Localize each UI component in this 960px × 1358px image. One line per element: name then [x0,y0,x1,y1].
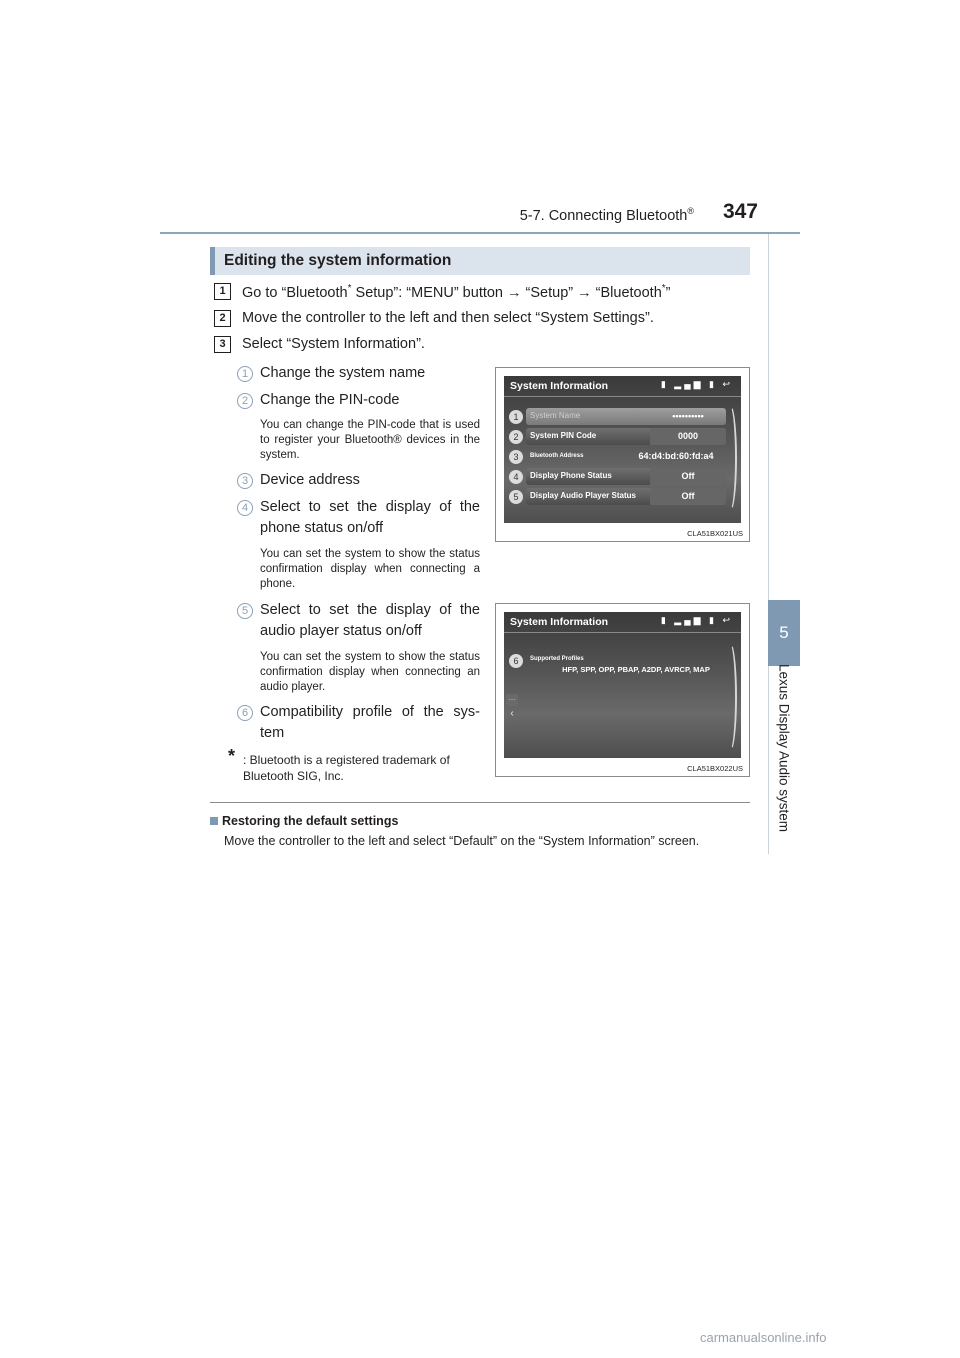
pin-code-value: 0000 [650,428,726,445]
audio-player-status-label: Display Audio Player Status [530,491,636,500]
step-text: Move the controller to the left and then select “System Settings”. [242,310,654,326]
item-number: 3 [237,473,253,489]
step-text: Go to “Bluetooth* Setup”: “MENU” button → “Setup” → “Bluetooth*” [242,283,671,301]
item-title: Select to set the display of the audio player status on/off [260,602,480,639]
screen-divider [504,632,741,633]
callout-marker: 5 [509,490,523,504]
screenshot-system-information [495,367,750,542]
callout-marker: 2 [509,430,523,444]
screen-title: System Information [510,616,609,628]
item-note: You can set the system to show the status confirmation display when connecting a phone. [260,548,480,590]
supported-profiles-value: HFP, SPP, OPP, PBAP, A2DP, AVRCP, MAP [562,665,710,674]
supported-profiles-label: Supported Profiles [530,656,584,662]
header-divider [160,232,800,234]
item-number: 6 [237,705,253,721]
screen-display [504,376,741,523]
audio-player-status-toggle[interactable] [526,488,726,505]
callout-marker: 4 [509,470,523,484]
phone-status-toggle[interactable] [526,468,726,485]
figure-code: CLA51BX021US [687,529,743,538]
footnote-mark: * [228,746,236,766]
screen-title: System Information [510,380,609,392]
step-text: Select “System Information”. [242,336,425,352]
item-number: 5 [237,603,253,619]
screen-divider [504,396,741,397]
scrollbar[interactable] [723,642,737,752]
device-address-value: 64:d4:bd:60:fd:a4 [638,451,714,461]
audio-player-status-value: Off [650,488,726,505]
section-divider [210,802,750,803]
restore-heading: Restoring the default settings [210,814,398,828]
system-name-label: System Name [530,411,581,420]
device-address-row [526,448,726,465]
item-number: 2 [237,393,253,409]
page-header [160,198,800,234]
scrollbar[interactable] [723,404,737,512]
item-title: Device address [260,472,360,488]
item-number: 1 [237,366,253,382]
item-number: 4 [237,500,253,516]
step-number: 1 [214,283,231,300]
back-arrow-icon[interactable]: ‹ [510,708,514,719]
more-button[interactable]: … [506,694,518,706]
footnote-text: : Bluetooth is a registered trademark of [243,753,450,767]
status-icons: ▮ ▂▄▆ ▮ ↩ [660,615,733,625]
system-name-button[interactable] [526,408,726,425]
restore-text: Move the controller to the left and select “Default” on the “System Information” screen. [224,834,700,848]
item-title: Select to set the display of the phone status on/off [260,499,480,536]
pin-code-label: System PIN Code [530,431,597,440]
item-note: You can change the PIN-code that is used to register your Bluetooth® devices in the system. [260,419,480,461]
item-title: Change the system name [260,365,426,381]
page-number: 347 [722,200,758,223]
chapter-tab: 5 [768,600,800,666]
step-number: 2 [214,310,231,327]
supported-profiles-row [526,648,726,678]
phone-status-label: Display Phone Status [530,471,612,480]
callout-marker: 1 [509,410,523,424]
item-title: Compatibility profile of the sys-tem [260,704,480,741]
callout-marker: 3 [509,450,523,464]
header-section-title: 5-7. Connecting Bluetooth® [519,206,694,224]
pin-code-button[interactable] [526,428,726,445]
step-number: 3 [214,336,231,353]
phone-status-value: Off [650,468,726,485]
screen-display [504,612,741,758]
side-divider [768,234,769,854]
item-note: You can set the system to show the status confirmation display when connecting an audio player. [260,651,480,693]
watermark: carmanualsonline.info [700,1330,827,1345]
footnote-text-2: Bluetooth SIG, Inc. [243,769,344,783]
system-name-value: •••••••••• [672,411,704,421]
screenshot-supported-profiles [495,603,750,777]
device-address-label: Bluetooth Address [530,453,584,459]
figure-code: CLA51BX022US [687,764,743,773]
bullet-square-icon [210,817,218,825]
callout-marker: 6 [509,654,523,668]
section-heading: Editing the system information [210,247,750,275]
status-icons: ▮ ▂▄▆ ▮ ↩ [660,379,733,389]
item-title: Change the PIN-code [260,392,400,408]
